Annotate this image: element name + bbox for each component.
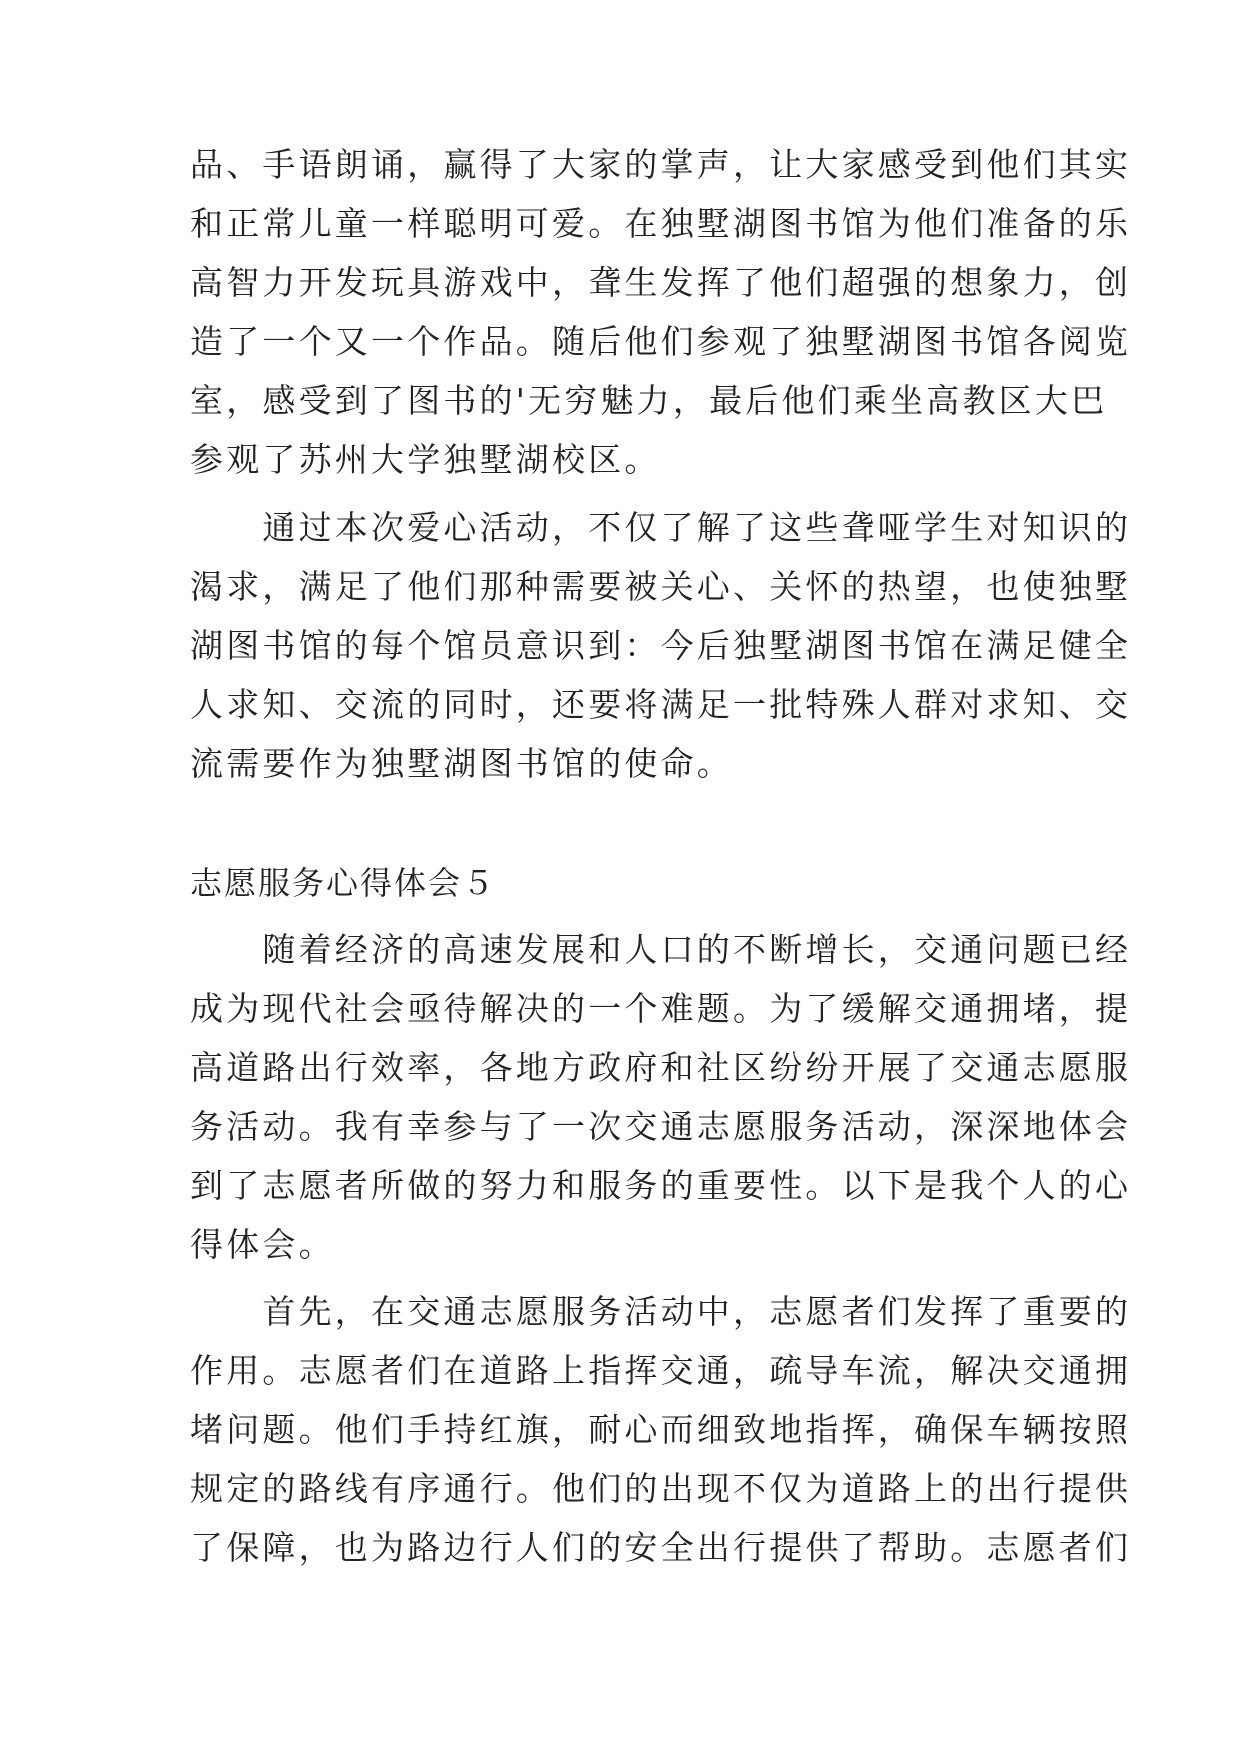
text-line: 室，感受到了图书的'无穷魅力，最后他们乘坐高教区大巴 [190,381,1108,420]
text-line: 务活动。我有幸参与了一次交通志愿服务活动，深深地体会 [190,1107,1132,1146]
text-line: 造了一个又一个作品。随后他们参观了独墅湖图书馆各阅览 [190,322,1132,361]
text-line: 流需要作为独墅湖图书馆的使命。 [190,744,733,783]
text-line: 作用。志愿者们在道路上指挥交通，疏导车流，解决交通拥 [190,1351,1132,1390]
text-line: 高智力开发玩具游戏中，聋生发挥了他们超强的想象力，创 [190,263,1132,302]
text-line: 人求知、交流的同时，还要将满足一批特殊人群对求知、交 [190,685,1132,724]
text-line: 成为现代社会亟待解决的一个难题。为了缓解交通拥堵，提 [190,989,1132,1028]
text-line: 高道路出行效率，各地方政府和社区纷纷开展了交通志愿服 [190,1048,1132,1087]
text-line: 了保障，也为路边行人们的安全出行提供了帮助。志愿者们 [190,1528,1132,1567]
text-line: 规定的路线有序通行。他们的出现不仅为道路上的出行提供 [190,1469,1132,1508]
text-line: 渴求，满足了他们那种需要被关心、关怀的热望，也使独墅 [190,567,1132,606]
text-line: 得体会。 [190,1225,335,1264]
text-line: 随着经济的高速发展和人口的不断增长，交通问题已经 [190,930,1132,969]
text-line: 首先，在交通志愿服务活动中，志愿者们发挥了重要的 [190,1292,1132,1331]
text-line: 通过本次爱心活动，不仅了解了这些聋哑学生对知识的 [190,508,1132,547]
text-line: 湖图书馆的每个馆员意识到：今后独墅湖图书馆在满足健全 [190,626,1132,665]
text-line: 和正常儿童一样聪明可爱。在独墅湖图书馆为他们准备的乐 [190,204,1132,243]
text-line: 堵问题。他们手持红旗，耐心而细致地指挥，确保车辆按照 [190,1410,1132,1449]
section-heading-text: 志愿服务心得体会５ [190,864,497,902]
text-line: 品、手语朗诵，赢得了大家的掌声，让大家感受到他们其实 [190,145,1132,184]
text-line: 到了志愿者所做的努力和服务的重要性。以下是我个人的心 [190,1166,1132,1205]
text-line: 参观了苏州大学独墅湖校区。 [190,440,661,479]
